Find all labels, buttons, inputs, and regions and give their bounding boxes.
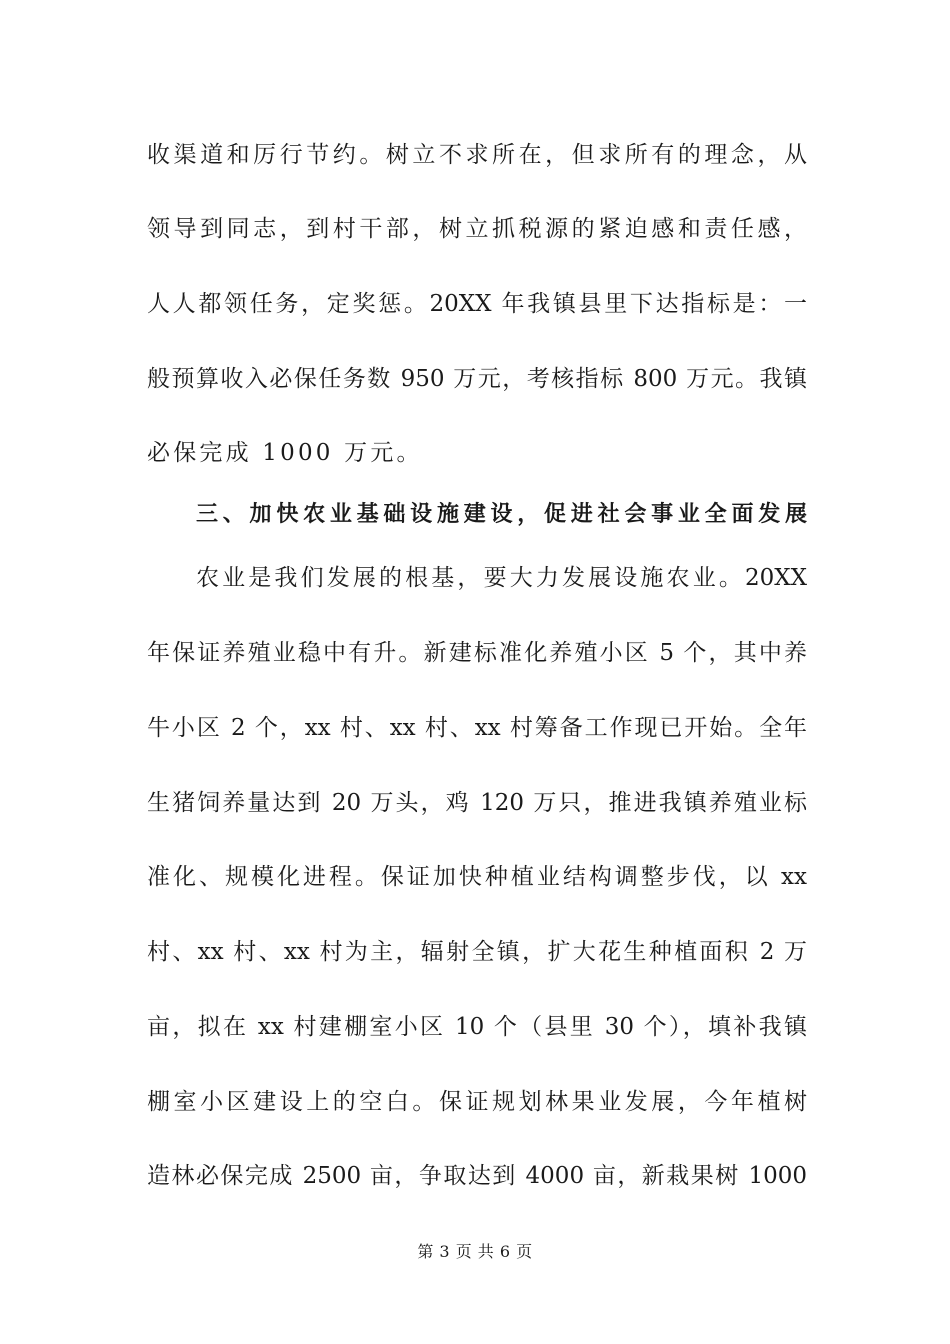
paragraph-line: 亩，拟在 xx 村建棚室小区 10 个（县里 30 个），填补我镇 bbox=[147, 1014, 807, 1040]
paragraph-line: 牛小区 2 个，xx 村、xx 村、xx 村筹备工作现已开始。全年 bbox=[147, 715, 807, 741]
paragraph-line: 造林必保完成 2500 亩，争取达到 4000 亩，新栽果树 1000 bbox=[147, 1163, 807, 1189]
paragraph-line: 领导到同志，到村干部，树立抓税源的紧迫感和责任感， bbox=[147, 216, 807, 242]
section-heading: 三、加快农业基础设施建设，促进社会事业全面发展 bbox=[196, 502, 807, 527]
paragraph-line: 棚室小区建设上的空白。保证规划林果业发展，今年植树 bbox=[147, 1089, 807, 1115]
paragraph-line: 般预算收入必保任务数 950 万元，考核指标 800 万元。我镇 bbox=[147, 366, 807, 392]
paragraph-line: 收渠道和厉行节约。树立不求所在，但求所有的理念，从 bbox=[147, 142, 807, 168]
paragraph-line: 人人都领任务，定奖惩。20XX 年我镇县里下达指标是：一 bbox=[147, 291, 807, 317]
paragraph-line: 村、xx 村、xx 村为主，辐射全镇，扩大花生种植面积 2 万 bbox=[147, 939, 807, 965]
paragraph-line: 年保证养殖业稳中有升。新建标准化养殖小区 5 个，其中养 bbox=[147, 640, 807, 666]
paragraph-line: 必保完成 1000 万元。 bbox=[147, 440, 423, 466]
paragraph-line: 生猪饲养量达到 20 万头，鸡 120 万只，推进我镇养殖业标 bbox=[147, 790, 807, 816]
paragraph-line: 准化、规模化进程。保证加快种植业结构调整步伐，以 xx bbox=[147, 864, 807, 890]
page-number-footer: 第 3 页 共 6 页 bbox=[417, 1242, 533, 1261]
paragraph-line: 农业是我们发展的根基，要大力发展设施农业。20XX bbox=[196, 565, 807, 591]
